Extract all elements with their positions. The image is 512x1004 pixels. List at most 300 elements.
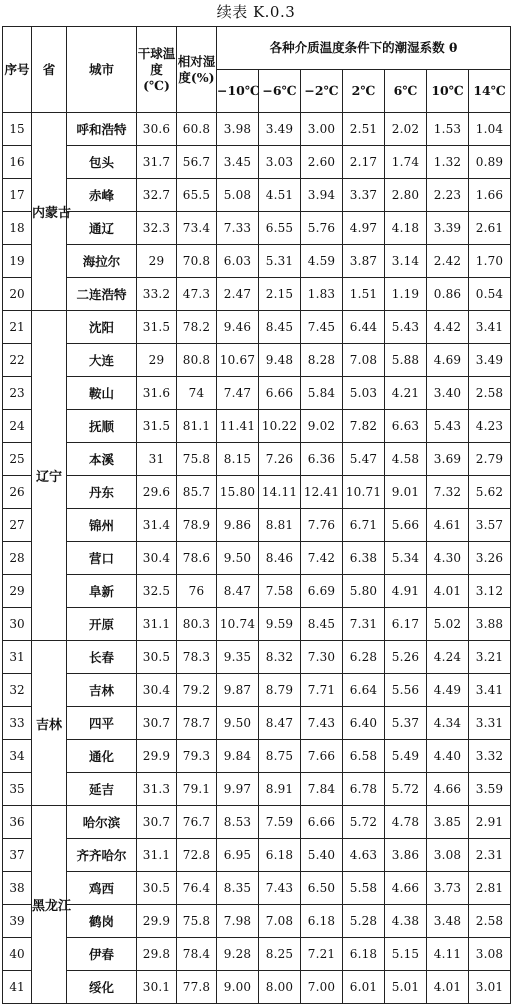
province-cell: 黑龙江 bbox=[32, 806, 67, 1004]
coefficient-cell: 10.74 bbox=[217, 608, 259, 641]
coefficient-cell: 1.04 bbox=[469, 113, 511, 146]
humidity-cell: 76.7 bbox=[177, 806, 217, 839]
coefficient-cell: 10.22 bbox=[259, 410, 301, 443]
coefficient-cell: 3.48 bbox=[427, 905, 469, 938]
header-city: 城市 bbox=[67, 27, 137, 113]
table-row bbox=[3, 212, 511, 245]
coefficient-cell: 8.25 bbox=[259, 938, 301, 971]
table-row bbox=[3, 179, 511, 212]
coefficient-cell: 2.61 bbox=[469, 212, 511, 245]
humidity-cell: 47.3 bbox=[177, 278, 217, 311]
coefficient-cell: 7.32 bbox=[427, 476, 469, 509]
coefficient-cell: 7.42 bbox=[301, 542, 343, 575]
coefficient-cell: 2.80 bbox=[385, 179, 427, 212]
coefficient-cell: 8.91 bbox=[259, 773, 301, 806]
coefficient-cell: 9.46 bbox=[217, 311, 259, 344]
coefficient-cell: 3.08 bbox=[469, 938, 511, 971]
dry-bulb-cell: 29.8 bbox=[137, 938, 177, 971]
coefficient-cell: 6.28 bbox=[343, 641, 385, 674]
coefficient-cell: 7.43 bbox=[301, 707, 343, 740]
header-temp-col: −10℃ bbox=[217, 70, 259, 113]
seq-cell: 39 bbox=[3, 905, 32, 938]
city-cell: 锦州 bbox=[67, 509, 137, 542]
dry-bulb-cell: 29 bbox=[137, 344, 177, 377]
header-temp-col: −2℃ bbox=[301, 70, 343, 113]
coefficient-cell: 5.34 bbox=[385, 542, 427, 575]
table-row bbox=[3, 443, 511, 476]
coefficient-cell: 9.28 bbox=[217, 938, 259, 971]
coefficient-cell: 3.03 bbox=[259, 146, 301, 179]
coefficient-cell: 9.84 bbox=[217, 740, 259, 773]
coefficient-cell: 6.44 bbox=[343, 311, 385, 344]
coefficient-cell: 6.63 bbox=[385, 410, 427, 443]
coefficient-cell: 3.73 bbox=[427, 872, 469, 905]
coefficient-cell: 8.79 bbox=[259, 674, 301, 707]
seq-cell: 18 bbox=[3, 212, 32, 245]
coefficient-cell: 4.61 bbox=[427, 509, 469, 542]
coefficient-cell: 4.97 bbox=[343, 212, 385, 245]
coefficient-cell: 1.74 bbox=[385, 146, 427, 179]
coefficient-cell: 6.18 bbox=[259, 839, 301, 872]
coefficient-cell: 6.78 bbox=[343, 773, 385, 806]
coefficient-cell: 4.69 bbox=[427, 344, 469, 377]
coefficient-cell: 6.64 bbox=[343, 674, 385, 707]
coefficient-cell: 5.72 bbox=[343, 806, 385, 839]
humidity-cell: 81.1 bbox=[177, 410, 217, 443]
coefficient-cell: 4.24 bbox=[427, 641, 469, 674]
table-row bbox=[3, 773, 511, 806]
coefficient-cell: 7.66 bbox=[301, 740, 343, 773]
city-cell: 鹤岗 bbox=[67, 905, 137, 938]
coefficient-cell: 9.87 bbox=[217, 674, 259, 707]
coefficient-cell: 7.21 bbox=[301, 938, 343, 971]
coefficient-cell: 4.78 bbox=[385, 806, 427, 839]
coefficient-cell: 3.21 bbox=[469, 641, 511, 674]
coefficient-cell: 3.85 bbox=[427, 806, 469, 839]
coefficient-cell: 6.18 bbox=[343, 938, 385, 971]
table-row bbox=[3, 839, 511, 872]
table-row bbox=[3, 707, 511, 740]
table-row bbox=[3, 938, 511, 971]
table-row bbox=[3, 377, 511, 410]
city-cell: 鞍山 bbox=[67, 377, 137, 410]
coefficient-cell: 4.30 bbox=[427, 542, 469, 575]
dry-bulb-cell: 31.5 bbox=[137, 410, 177, 443]
coefficient-cell: 5.49 bbox=[385, 740, 427, 773]
humidity-cell: 76.4 bbox=[177, 872, 217, 905]
seq-cell: 36 bbox=[3, 806, 32, 839]
dry-bulb-cell: 30.7 bbox=[137, 806, 177, 839]
city-cell: 沈阳 bbox=[67, 311, 137, 344]
humidity-cell: 75.8 bbox=[177, 443, 217, 476]
dry-bulb-cell: 30.7 bbox=[137, 707, 177, 740]
header-humidity-coefficient-group: 各种介质温度条件下的潮湿系数 θ bbox=[217, 27, 511, 70]
coefficient-cell: 8.47 bbox=[217, 575, 259, 608]
coefficient-cell: 0.89 bbox=[469, 146, 511, 179]
table-row bbox=[3, 278, 511, 311]
header-relative-humidity: 相对湿度(%) bbox=[177, 27, 217, 113]
coefficient-cell: 2.58 bbox=[469, 377, 511, 410]
coefficient-cell: 4.38 bbox=[385, 905, 427, 938]
coefficient-cell: 15.80 bbox=[217, 476, 259, 509]
coefficient-cell: 9.50 bbox=[217, 707, 259, 740]
dry-bulb-cell: 31 bbox=[137, 443, 177, 476]
dry-bulb-cell: 30.5 bbox=[137, 641, 177, 674]
city-cell: 开原 bbox=[67, 608, 137, 641]
coefficient-cell: 3.41 bbox=[469, 311, 511, 344]
city-cell: 齐齐哈尔 bbox=[67, 839, 137, 872]
seq-cell: 40 bbox=[3, 938, 32, 971]
seq-cell: 28 bbox=[3, 542, 32, 575]
coefficient-cell: 3.37 bbox=[343, 179, 385, 212]
table-row bbox=[3, 245, 511, 278]
coefficient-cell: 7.98 bbox=[217, 905, 259, 938]
table-row bbox=[3, 509, 511, 542]
coefficient-cell: 8.47 bbox=[259, 707, 301, 740]
city-cell: 鸡西 bbox=[67, 872, 137, 905]
coefficient-cell: 5.40 bbox=[301, 839, 343, 872]
coefficient-cell: 9.59 bbox=[259, 608, 301, 641]
dry-bulb-cell: 31.5 bbox=[137, 311, 177, 344]
seq-cell: 41 bbox=[3, 971, 32, 1004]
humidity-cell: 80.3 bbox=[177, 608, 217, 641]
coefficient-cell: 5.66 bbox=[385, 509, 427, 542]
city-cell: 营口 bbox=[67, 542, 137, 575]
dry-bulb-cell: 31.1 bbox=[137, 608, 177, 641]
seq-cell: 22 bbox=[3, 344, 32, 377]
coefficient-cell: 4.01 bbox=[427, 575, 469, 608]
coefficient-cell: 3.26 bbox=[469, 542, 511, 575]
coefficient-cell: 8.75 bbox=[259, 740, 301, 773]
seq-cell: 23 bbox=[3, 377, 32, 410]
coefficient-cell: 5.88 bbox=[385, 344, 427, 377]
coefficient-cell: 5.01 bbox=[385, 971, 427, 1004]
coefficient-cell: 5.31 bbox=[259, 245, 301, 278]
humidity-cell: 78.4 bbox=[177, 938, 217, 971]
table-row bbox=[3, 476, 511, 509]
dry-bulb-cell: 30.4 bbox=[137, 674, 177, 707]
coefficient-cell: 3.59 bbox=[469, 773, 511, 806]
dry-bulb-cell: 30.1 bbox=[137, 971, 177, 1004]
table-row bbox=[3, 641, 511, 674]
coefficient-cell: 7.47 bbox=[217, 377, 259, 410]
coefficient-cell: 7.08 bbox=[343, 344, 385, 377]
seq-cell: 37 bbox=[3, 839, 32, 872]
coefficient-cell: 6.38 bbox=[343, 542, 385, 575]
coefficient-cell: 7.45 bbox=[301, 311, 343, 344]
province-cell: 内蒙古 bbox=[32, 113, 67, 311]
coefficient-cell: 5.47 bbox=[343, 443, 385, 476]
table-title: 续表 K.0.3 bbox=[216, 3, 296, 21]
coefficient-cell: 5.84 bbox=[301, 377, 343, 410]
coefficient-cell: 7.59 bbox=[259, 806, 301, 839]
coefficient-cell: 8.28 bbox=[301, 344, 343, 377]
coefficient-cell: 8.32 bbox=[259, 641, 301, 674]
humidity-cell: 78.9 bbox=[177, 509, 217, 542]
coefficient-cell: 3.69 bbox=[427, 443, 469, 476]
humidity-cell: 77.8 bbox=[177, 971, 217, 1004]
city-cell: 伊春 bbox=[67, 938, 137, 971]
city-cell: 抚顺 bbox=[67, 410, 137, 443]
city-cell: 二连浩特 bbox=[67, 278, 137, 311]
city-cell: 赤峰 bbox=[67, 179, 137, 212]
header-temp-col: −6℃ bbox=[259, 70, 301, 113]
dry-bulb-cell: 30.4 bbox=[137, 542, 177, 575]
coefficient-cell: 2.79 bbox=[469, 443, 511, 476]
coefficient-cell: 6.95 bbox=[217, 839, 259, 872]
coefficient-cell: 9.48 bbox=[259, 344, 301, 377]
coefficient-cell: 10.71 bbox=[343, 476, 385, 509]
seq-cell: 34 bbox=[3, 740, 32, 773]
coefficient-cell: 5.76 bbox=[301, 212, 343, 245]
city-cell: 丹东 bbox=[67, 476, 137, 509]
humidity-cell: 79.2 bbox=[177, 674, 217, 707]
table-row bbox=[3, 971, 511, 1004]
coefficient-cell: 3.94 bbox=[301, 179, 343, 212]
coefficient-cell: 2.42 bbox=[427, 245, 469, 278]
humidity-cell: 78.6 bbox=[177, 542, 217, 575]
coefficient-cell: 4.11 bbox=[427, 938, 469, 971]
city-cell: 呼和浩特 bbox=[67, 113, 137, 146]
dry-bulb-cell: 32.7 bbox=[137, 179, 177, 212]
humidity-cell: 78.3 bbox=[177, 641, 217, 674]
table-row bbox=[3, 146, 511, 179]
table-row bbox=[3, 575, 511, 608]
coefficient-cell: 3.12 bbox=[469, 575, 511, 608]
table-row bbox=[3, 542, 511, 575]
dry-bulb-cell: 30.5 bbox=[137, 872, 177, 905]
coefficient-cell: 2.23 bbox=[427, 179, 469, 212]
coefficient-cell: 14.11 bbox=[259, 476, 301, 509]
coefficient-cell: 6.66 bbox=[301, 806, 343, 839]
humidity-cell: 70.8 bbox=[177, 245, 217, 278]
coefficient-cell: 3.14 bbox=[385, 245, 427, 278]
coefficient-cell: 5.56 bbox=[385, 674, 427, 707]
coefficient-cell: 4.01 bbox=[427, 971, 469, 1004]
dry-bulb-cell: 29.9 bbox=[137, 740, 177, 773]
coefficient-cell: 3.40 bbox=[427, 377, 469, 410]
coefficient-cell: 2.31 bbox=[469, 839, 511, 872]
coefficient-cell: 2.60 bbox=[301, 146, 343, 179]
coefficient-cell: 6.50 bbox=[301, 872, 343, 905]
coefficient-cell: 4.63 bbox=[343, 839, 385, 872]
humidity-cell: 60.8 bbox=[177, 113, 217, 146]
coefficient-cell: 6.03 bbox=[217, 245, 259, 278]
coefficient-cell: 7.31 bbox=[343, 608, 385, 641]
coefficient-cell: 3.45 bbox=[217, 146, 259, 179]
coefficient-cell: 8.45 bbox=[301, 608, 343, 641]
coefficient-cell: 4.42 bbox=[427, 311, 469, 344]
city-cell: 绥化 bbox=[67, 971, 137, 1004]
coefficient-cell: 5.28 bbox=[343, 905, 385, 938]
dry-bulb-cell: 29 bbox=[137, 245, 177, 278]
coefficient-cell: 3.41 bbox=[469, 674, 511, 707]
city-cell: 大连 bbox=[67, 344, 137, 377]
coefficient-cell: 5.80 bbox=[343, 575, 385, 608]
coefficient-cell: 3.01 bbox=[469, 971, 511, 1004]
coefficient-cell: 4.59 bbox=[301, 245, 343, 278]
coefficient-cell: 2.02 bbox=[385, 113, 427, 146]
seq-cell: 21 bbox=[3, 311, 32, 344]
coefficient-cell: 9.02 bbox=[301, 410, 343, 443]
coefficient-cell: 3.88 bbox=[469, 608, 511, 641]
coefficient-cell: 7.08 bbox=[259, 905, 301, 938]
coefficient-cell: 8.35 bbox=[217, 872, 259, 905]
city-cell: 通辽 bbox=[67, 212, 137, 245]
coefficient-cell: 3.08 bbox=[427, 839, 469, 872]
seq-cell: 17 bbox=[3, 179, 32, 212]
coefficient-cell: 6.36 bbox=[301, 443, 343, 476]
coefficient-cell: 6.18 bbox=[301, 905, 343, 938]
coefficient-cell: 8.81 bbox=[259, 509, 301, 542]
coefficient-cell: 3.87 bbox=[343, 245, 385, 278]
dry-bulb-cell: 29.9 bbox=[137, 905, 177, 938]
table-row bbox=[3, 905, 511, 938]
coefficient-cell: 5.37 bbox=[385, 707, 427, 740]
coefficient-cell: 5.43 bbox=[385, 311, 427, 344]
coefficient-cell: 4.49 bbox=[427, 674, 469, 707]
table-row bbox=[3, 872, 511, 905]
dry-bulb-cell: 31.3 bbox=[137, 773, 177, 806]
dry-bulb-cell: 31.4 bbox=[137, 509, 177, 542]
coefficient-cell: 6.69 bbox=[301, 575, 343, 608]
coefficient-cell: 6.58 bbox=[343, 740, 385, 773]
seq-cell: 33 bbox=[3, 707, 32, 740]
coefficient-cell: 8.15 bbox=[217, 443, 259, 476]
coefficient-cell: 7.00 bbox=[301, 971, 343, 1004]
coefficient-cell: 4.40 bbox=[427, 740, 469, 773]
header-temp-col: 14℃ bbox=[469, 70, 511, 113]
province-cell: 辽宁 bbox=[32, 311, 67, 641]
coefficient-cell: 5.43 bbox=[427, 410, 469, 443]
coefficient-cell: 3.49 bbox=[469, 344, 511, 377]
coefficient-cell: 6.40 bbox=[343, 707, 385, 740]
coefficient-cell: 3.86 bbox=[385, 839, 427, 872]
city-cell: 海拉尔 bbox=[67, 245, 137, 278]
coefficient-cell: 7.71 bbox=[301, 674, 343, 707]
coefficient-cell: 8.00 bbox=[259, 971, 301, 1004]
coefficient-cell: 3.39 bbox=[427, 212, 469, 245]
coefficient-cell: 2.58 bbox=[469, 905, 511, 938]
coefficient-cell: 9.86 bbox=[217, 509, 259, 542]
dry-bulb-cell: 31.6 bbox=[137, 377, 177, 410]
coefficient-cell: 4.34 bbox=[427, 707, 469, 740]
coefficient-cell: 6.66 bbox=[259, 377, 301, 410]
table-row bbox=[3, 608, 511, 641]
table-row bbox=[3, 674, 511, 707]
coefficient-cell: 3.98 bbox=[217, 113, 259, 146]
city-cell: 哈尔滨 bbox=[67, 806, 137, 839]
humidity-cell: 78.7 bbox=[177, 707, 217, 740]
coefficient-cell: 7.30 bbox=[301, 641, 343, 674]
coefficient-cell: 5.62 bbox=[469, 476, 511, 509]
coefficient-cell: 5.72 bbox=[385, 773, 427, 806]
coefficient-cell: 10.67 bbox=[217, 344, 259, 377]
coefficient-cell: 1.51 bbox=[343, 278, 385, 311]
province-cell: 吉林 bbox=[32, 641, 67, 806]
header-temp-col: 6℃ bbox=[385, 70, 427, 113]
coefficient-cell: 5.26 bbox=[385, 641, 427, 674]
table-row bbox=[3, 806, 511, 839]
header-dry-bulb-temperature: 干球温度(℃) bbox=[137, 27, 177, 113]
coefficient-cell: 3.00 bbox=[301, 113, 343, 146]
seq-cell: 24 bbox=[3, 410, 32, 443]
coefficient-cell: 7.33 bbox=[217, 212, 259, 245]
coefficient-cell: 7.84 bbox=[301, 773, 343, 806]
coefficient-cell: 7.58 bbox=[259, 575, 301, 608]
seq-cell: 19 bbox=[3, 245, 32, 278]
coefficient-cell: 6.55 bbox=[259, 212, 301, 245]
header-province: 省 bbox=[32, 27, 67, 113]
coefficient-cell: 9.01 bbox=[385, 476, 427, 509]
coefficient-cell: 3.32 bbox=[469, 740, 511, 773]
coefficient-cell: 4.51 bbox=[259, 179, 301, 212]
coefficient-cell: 8.53 bbox=[217, 806, 259, 839]
coefficient-cell: 4.23 bbox=[469, 410, 511, 443]
humidity-cell: 80.8 bbox=[177, 344, 217, 377]
humidity-cell: 79.3 bbox=[177, 740, 217, 773]
coefficient-cell: 2.15 bbox=[259, 278, 301, 311]
coefficient-cell: 6.71 bbox=[343, 509, 385, 542]
coefficient-cell: 5.03 bbox=[343, 377, 385, 410]
table-row bbox=[3, 311, 511, 344]
seq-cell: 29 bbox=[3, 575, 32, 608]
table-row bbox=[3, 740, 511, 773]
seq-cell: 35 bbox=[3, 773, 32, 806]
coefficient-cell: 4.91 bbox=[385, 575, 427, 608]
coefficient-cell: 2.51 bbox=[343, 113, 385, 146]
coefficient-cell: 9.50 bbox=[217, 542, 259, 575]
coefficient-cell: 1.19 bbox=[385, 278, 427, 311]
coefficient-cell: 1.32 bbox=[427, 146, 469, 179]
seq-cell: 38 bbox=[3, 872, 32, 905]
seq-cell: 15 bbox=[3, 113, 32, 146]
coefficient-cell: 6.01 bbox=[343, 971, 385, 1004]
coefficient-cell: 5.02 bbox=[427, 608, 469, 641]
coefficient-cell: 0.54 bbox=[469, 278, 511, 311]
coefficient-cell: 1.53 bbox=[427, 113, 469, 146]
seq-cell: 25 bbox=[3, 443, 32, 476]
coefficient-cell: 2.17 bbox=[343, 146, 385, 179]
dry-bulb-cell: 31.1 bbox=[137, 839, 177, 872]
city-cell: 通化 bbox=[67, 740, 137, 773]
coefficient-cell: 9.35 bbox=[217, 641, 259, 674]
coefficient-cell: 4.66 bbox=[385, 872, 427, 905]
humidity-cell: 73.4 bbox=[177, 212, 217, 245]
humidity-cell: 56.7 bbox=[177, 146, 217, 179]
seq-cell: 32 bbox=[3, 674, 32, 707]
coefficient-cell: 7.82 bbox=[343, 410, 385, 443]
header-seq: 序号 bbox=[3, 27, 32, 113]
coefficient-cell: 2.81 bbox=[469, 872, 511, 905]
coefficient-cell: 7.76 bbox=[301, 509, 343, 542]
coefficient-cell: 12.41 bbox=[301, 476, 343, 509]
humidity-cell: 75.8 bbox=[177, 905, 217, 938]
humidity-cell: 74 bbox=[177, 377, 217, 410]
humidity-cell: 72.8 bbox=[177, 839, 217, 872]
coefficient-cell: 8.46 bbox=[259, 542, 301, 575]
table-row bbox=[3, 344, 511, 377]
dry-bulb-cell: 31.7 bbox=[137, 146, 177, 179]
seq-cell: 16 bbox=[3, 146, 32, 179]
seq-cell: 31 bbox=[3, 641, 32, 674]
dry-bulb-cell: 32.3 bbox=[137, 212, 177, 245]
dry-bulb-cell: 29.6 bbox=[137, 476, 177, 509]
humidity-cell: 85.7 bbox=[177, 476, 217, 509]
coefficient-cell: 1.83 bbox=[301, 278, 343, 311]
table-row bbox=[3, 410, 511, 443]
humidity-cell: 79.1 bbox=[177, 773, 217, 806]
